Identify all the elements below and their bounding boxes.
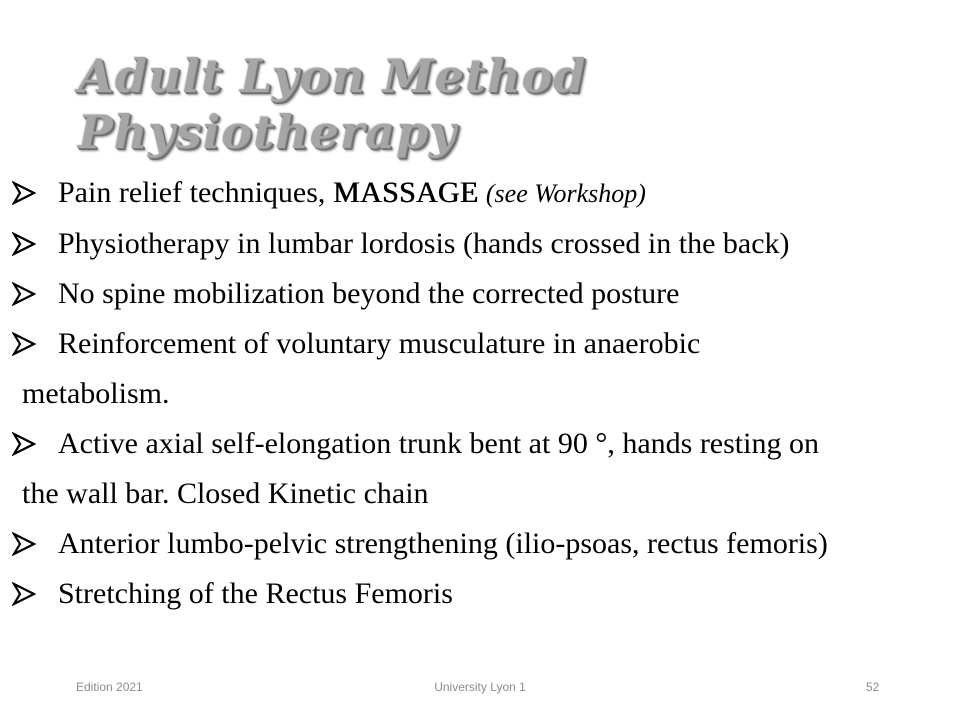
bullet-text: Pain relief techniques,	[58, 176, 333, 209]
bullet-item-spine-mobilization	[0, 269, 960, 319]
bullet-item-self-elongation	[0, 419, 960, 519]
footer-page-number: 52	[866, 680, 880, 694]
bullet-text: Physiotherapy in lumbar lordosis (hands crossed in the back)	[58, 227, 790, 260]
bullet-text-continuation: metabolism.	[22, 377, 170, 410]
arrowhead-bullet-icon	[12, 582, 36, 606]
arrowhead-bullet-icon	[12, 532, 36, 556]
bullet-strong-text: MASSAGE	[332, 176, 479, 209]
arrowhead-bullet-icon	[12, 232, 36, 256]
bullet-text: Stretching of the Rectus Femoris	[58, 577, 453, 610]
arrowhead-bullet-icon	[12, 432, 36, 456]
slide-title-line-1: Adult Lyon Method	[78, 49, 587, 103]
slide-title-line-2: Physiotherapy	[78, 105, 457, 159]
bullet-list	[0, 168, 960, 619]
footer-edition: Edition 2021	[76, 680, 143, 694]
arrowhead-bullet-icon	[12, 282, 36, 306]
slide-title	[78, 48, 798, 160]
bullet-item-reinforcement	[0, 319, 960, 419]
arrowhead-bullet-icon	[12, 332, 36, 356]
arrowhead-bullet-icon	[12, 181, 36, 205]
bullet-text-continuation: the wall bar. Closed Kinetic chain	[22, 477, 429, 510]
bullet-text: Anterior lumbo-pelvic strengthening (ilio-psoas, rectus femoris)	[58, 527, 828, 560]
bullet-item-lumbo-pelvic	[0, 519, 960, 569]
footer-institution: University Lyon 1	[434, 680, 526, 694]
bullet-item-lumbar-lordosis	[0, 219, 960, 269]
bullet-item-stretching	[0, 569, 960, 619]
bullet-text: Reinforcement of voluntary musculature in anaerobic	[58, 327, 701, 360]
bullet-italic-text: (see Workshop)	[485, 179, 646, 208]
bullet-text: No spine mobilization beyond the corrected posture	[58, 277, 680, 310]
bullet-item-pain-relief	[0, 168, 960, 219]
bullet-text: Active axial self-elongation trunk bent at 90 °, hands resting on	[58, 427, 819, 460]
